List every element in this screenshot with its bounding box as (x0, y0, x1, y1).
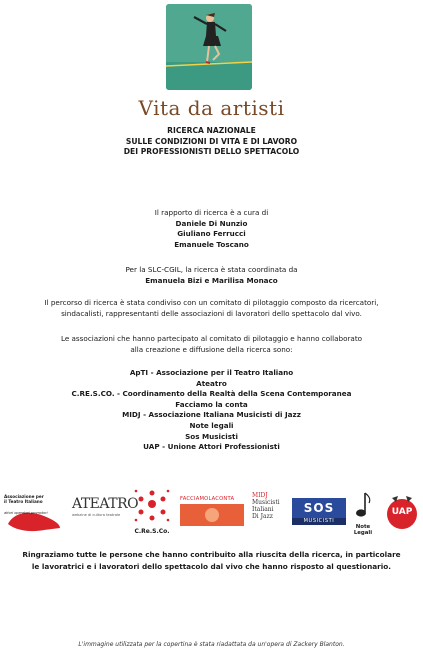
facciamolaconta-text: FACCIAMOLACONTA (180, 496, 235, 502)
ateatro-subtext: webzine di cultura teatrale (72, 513, 121, 517)
curator-name: Daniele Di Nunzio (175, 218, 248, 228)
sos-musicisti-logo (292, 498, 346, 526)
note-legali-line: Note (355, 524, 371, 530)
curators-intro: Il rapporto di ricerca è a cura di (154, 208, 269, 217)
uap-logo (384, 492, 420, 536)
cover-artwork (166, 4, 252, 90)
cover-illustration (166, 4, 252, 90)
image-credit: L'immagine utilizzata per la copertina è stata riadattata da un'opera di Zackery Blanton. (78, 641, 345, 648)
cresco-logo (132, 488, 172, 540)
coordination-section (0, 265, 423, 286)
association-item: MIDJ - Associazione Italiana Musicisti di Jazz (122, 410, 301, 420)
coordination-intro: Per la SLC-CGIL, la ricerca è stata coordinata da (125, 265, 298, 274)
association-item: Sos Musicisti (185, 431, 238, 441)
subtitle-line: DEI PROFESSIONISTI DELLO SPETTACOLO (123, 147, 300, 156)
curator-name: Emanuele Toscano (174, 239, 249, 249)
page-title: Vita da artisti (138, 96, 285, 120)
facciamolaconta-band (180, 504, 244, 526)
apti-subtext: attori operatori promotori (4, 511, 48, 515)
midj-line: Musicisti (252, 499, 280, 506)
associations-intro-line: Le associazioni che hanno partecipato al comitato di pilotaggio e hanno collaborato (60, 334, 363, 343)
coordinator-names: Emanuela Bizi e Marilisa Monaco (145, 275, 278, 285)
committee-section (0, 298, 423, 319)
midj-line: Di Jazz (252, 513, 273, 520)
curators-section (0, 208, 423, 250)
ateatro-logo (72, 496, 139, 536)
thanks-line: le lavoratrici e i lavoratori dello spettacolo dal vivo che hanno risposto al questionario. (31, 561, 392, 571)
sos-text: SOS (292, 498, 346, 518)
note-legali-mark (352, 490, 374, 520)
midj-logo (252, 492, 292, 540)
partner-logos (0, 488, 423, 544)
ateatro-text: ATEATRO (72, 496, 139, 512)
note-legali-line: Legali (353, 530, 373, 537)
association-item: UAP - Unione Attori Professionisti (143, 442, 280, 452)
associations-intro (0, 334, 423, 355)
apti-logo (4, 494, 62, 534)
cresco-mark (132, 488, 172, 530)
sos-subtext: MUSICISTI (292, 518, 346, 525)
facciamolaconta-logo (180, 496, 246, 536)
subtitle-line: RICERCA NAZIONALE (167, 126, 256, 135)
association-item: C.RE.S.CO. - Coordinamento della Realtà della Scena Contemporanea (71, 389, 352, 399)
apti-text: Associazione per il Teatro Italiano (4, 494, 44, 504)
midj-title: MIDJ (252, 492, 268, 499)
association-item: ApTI - Associazione per il Teatro Italiano (129, 368, 294, 377)
associations-intro-line: alla creazione e diffusione della ricerca sono: (130, 344, 293, 354)
note-legali-logo (352, 490, 374, 538)
associations-list (0, 368, 423, 453)
midj-line: Italiani (252, 506, 274, 513)
subtitle (0, 126, 423, 158)
association-item: Facciamo la conta (175, 399, 248, 409)
committee-line: sindacalisti, rappresentanti delle associazioni di lavoratori dello spettacolo dal vivo. (61, 308, 362, 318)
subtitle-line: SULLE CONDIZIONI DI VITA E DI LAVORO (125, 136, 298, 146)
facciamolaconta-circle (205, 508, 219, 522)
committee-line: Il percorso di ricerca è stata condiviso con un comitato di pilotaggio composto da ricercatori, (44, 298, 379, 307)
association-item: Note legali (189, 420, 234, 430)
uap-text: UAP (391, 507, 413, 517)
thanks-line: Ringraziamo tutte le persone che hanno contribuito alla riuscita della ricerca, in particolare (22, 550, 401, 559)
cresco-text: C.Re.S.Co. (134, 528, 170, 535)
association-item: Ateatro (196, 378, 227, 388)
curator-name: Giuliano Ferrucci (177, 229, 246, 239)
thanks-section (0, 549, 423, 572)
note-legali-text (352, 524, 374, 536)
